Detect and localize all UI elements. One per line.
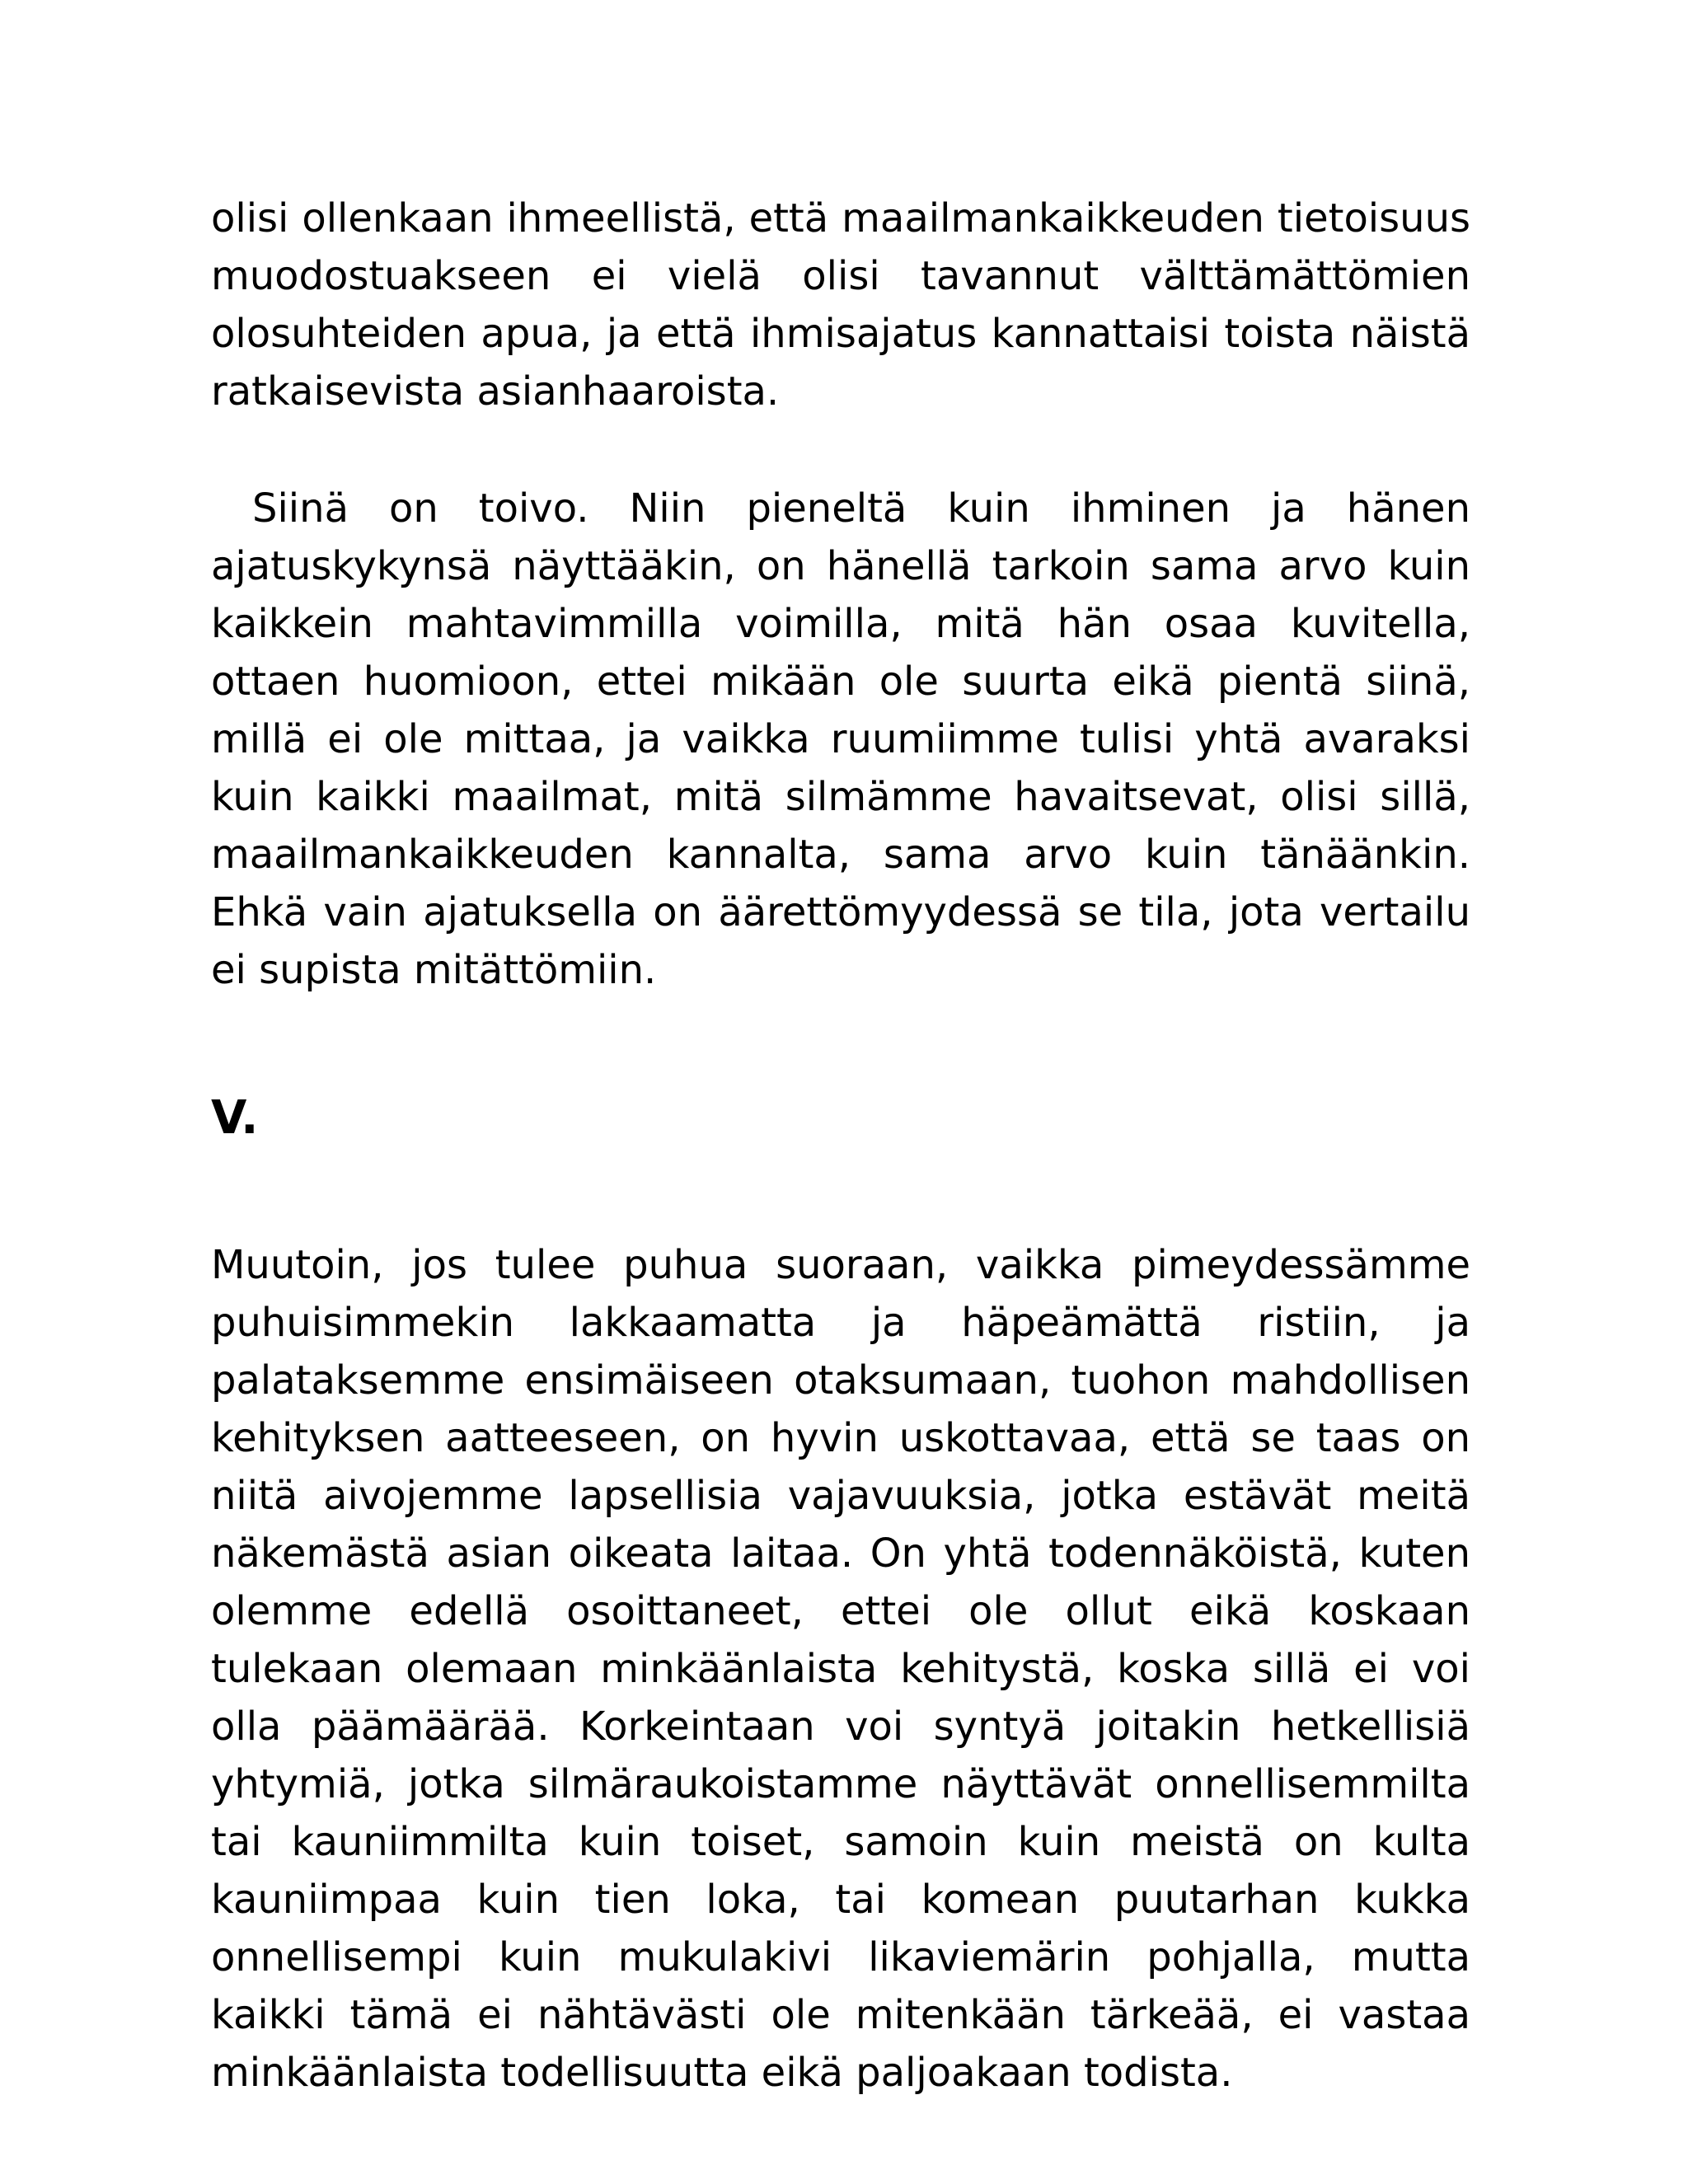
document-page — [211, 190, 1470, 2102]
paragraph-section-v: Muutoin, jos tulee puhua suoraan, vaikka pimeydessämme puhuisimmekin lakkaamatta ja häpeämättä ristiin, ja palataksemme ensimäiseen otaksumaan, tuohon mahdollisen kehityksen aatteeseen, on hyvin uskottavaa, että se taas on niitä aivojemme lapsellisia vajavuuksia, jotka estävät meitä näkemästä asian oikeata laitaa. On yhtä todennäköistä, kuten olemme edellä osoittaneet, ettei ole ollut eikä koskaan tulekaan olemaan minkäänlaista kehitystä, koska sillä ei voi olla päämäärää. Korkeintaan voi syntyä joitakin hetkellisiä yhtymiä, jotka silmäraukoistamme näyttävät onnellisemmilta tai kauniimmilta kuin toiset, samoin kuin meistä on kulta kauniimpaa kuin tien loka, tai komean puutarhan kukka onnellisempi kuin mukulakivi likaviemärin pohjalla, mutta kaikki tämä ei nähtävästi ole mitenkään tärkeää, ei vastaa minkäänlaista todellisuutta eikä paljoakaan todista. — [211, 1242, 1470, 2096]
section-heading: V. — [211, 1091, 259, 1145]
paragraph-continuation: olisi ollenkaan ihmeellistä, että maailmankaikkeuden tietoisuus muodostuakseen ei vielä olisi tavannut välttämättömien olosuhteiden apua, ja että ihmisajatus kannattaisi toista näistä ratkaisevista asianhaaroista. — [211, 195, 1470, 415]
paragraph-hope: Siinä on toivo. Niin pieneltä kuin ihminen ja hänen ajatuskykynsä näyttääkin, on hänellä tarkoin sama arvo kuin kaikkein mahtavimmilla voimilla, mitä hän osaa kuvitella, ottaen huomioon, ettei mikään ole suurta eikä pientä siinä, millä ei ole mittaa, ja vaikka ruumiimme tulisi yhtä avaraksi kuin kaikki maailmat, mitä silmämme havaitsevat, olisi sillä, maailmankaikkeuden kannalta, sama arvo kuin tänäänkin. Ehkä vain ajatuksella on äärettömyydessä se tila, jota vertailu ei supista mitättömiin. — [211, 485, 1470, 993]
